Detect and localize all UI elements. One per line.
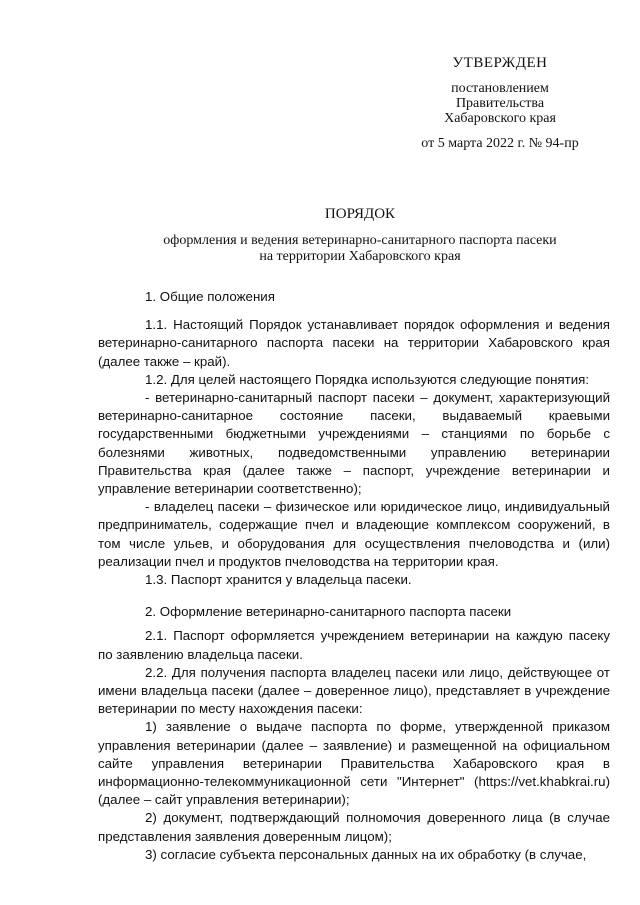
paragraph: 1.1. Настоящий Порядок устанавливает порядок оформления и ведения ветеринарно-санитарного паспорта пасеки на территории Хабаровского края (далее также – край). (98, 317, 610, 369)
list-item: 2) документ, подтверждающий полномочия доверенного лица (в случае представления заявления доверенным лицом); (98, 810, 610, 844)
document-subtitle: оформления и ведения ветеринарно-санитарного паспорта пасеки (163, 233, 557, 248)
paragraph: 2.1. Паспорт оформляется учреждением ветеринарии на каждую пасеку по заявлению владельца пасеки. (98, 628, 610, 662)
document-body (98, 284, 610, 864)
approval-stamp (405, 56, 595, 151)
approval-line: Хабаровского края (444, 111, 556, 126)
approval-title: УТВЕРЖДЕН (452, 55, 548, 71)
paragraph: 1.3. Паспорт хранится у владельца пасеки. (145, 572, 412, 588)
document-subtitle: на территории Хабаровского края (259, 249, 461, 264)
approval-date: от 5 марта 2022 г. № 94-пр (421, 136, 579, 151)
document-title: ПОРЯДОК (324, 206, 396, 222)
paragraph: 1.2. Для целей настоящего Порядка используются следующие понятия: (145, 371, 590, 387)
list-item: 1) заявление о выдаче паспорта по форме, утвержденной приказом управления ветеринарии (далее – заявление) и размещенной на официальном сайте управления ветеринарии Правительства Хабаровского края в информационно-телекоммуникационной сети "Интернет" (https://vet.khabkrai.ru) (далее – сайт управления ветеринарии); (98, 719, 610, 808)
definition-item: - ветеринарно-санитарный паспорт пасеки – документ, характеризующий ветеринарно-санитарное состояние пасеки, выдаваемый краевыми государственными бюджетными учреждениями – станциями по борьбе с болезнями животных, подведомственными управлению ветеринарии Правительства края (далее также – паспорт, учреждение ветеринарии и управление ветеринарии соответственно); (98, 390, 610, 497)
document-title-block (100, 206, 620, 265)
approval-line: Правительства (455, 96, 545, 111)
definition-item: - владелец пасеки – физическое или юридическое лицо, индивидуальный предприниматель, содержащие пчел и владеющие комплексом сооружений, в том числе ульев, и оборудования для осуществления пчеловодства и (или) реализации пчел и продуктов пчеловодства на территории края. (98, 499, 610, 569)
list-item: 3) согласие субъекта персональных данных на их обработку (в случае, (145, 846, 587, 862)
approval-line: постановлением (451, 81, 549, 96)
paragraph: 2.2. Для получения паспорта владелец пасеки или лицо, действующее от имени владельца пасеки (далее – доверенное лицо), представляет в учреждение ветеринарии по месту нахождения пасеки: (98, 664, 610, 717)
section-heading: 2. Оформление ветеринарно-санитарного паспорта пасеки (145, 604, 512, 620)
section-heading: 1. Общие положения (145, 289, 275, 304)
